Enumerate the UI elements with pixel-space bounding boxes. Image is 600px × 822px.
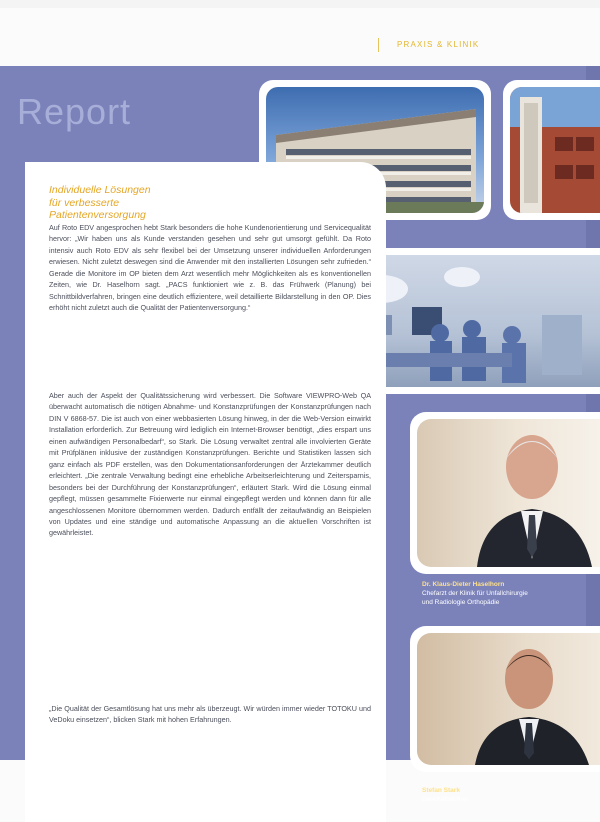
portrait-stark-frame	[410, 626, 600, 772]
portrait-stark-illustration	[417, 633, 600, 765]
sign-photo-frame	[503, 80, 600, 220]
portrait-haselhorn-illustration	[417, 419, 600, 567]
article-heading-line-2: für verbesserte	[49, 196, 120, 209]
portrait-haselhorn	[417, 419, 600, 567]
article-heading	[49, 184, 179, 222]
caption-role-stark: Geschäftsführer	[422, 796, 469, 803]
portrait-haselhorn-frame	[410, 412, 600, 574]
caption-role-haselhorn-line-1: Chefarzt der Klinik für Unfallchirurgie	[422, 590, 528, 597]
section-label: PRAXIS & KLINIK	[378, 38, 600, 52]
article-paragraph-1: Auf Roto EDV angesprochen hebt Stark besonders die hohe Kundenorientierung und Servicequalität hervor: „Wir haben uns als Kunde verstanden gesehen und sehr gut umsorgt gefühlt. Da Roto intensiv auch Roto EDV als sehr flexibel bei der Umsetzung unserer individuellen Anforderungen erwiesen. Nicht zuletzt deswegen sind die Anwender mit den installierten Lösungen sehr zufrieden.“ Gerade die Monitore im OP bieten dem Arzt wesentlich mehr Möglichkeiten als es konventionellen Zeiten, wie Dr. Haselhorn sagt. „PACS funktioniert wie z. B. das Frühwerk (Planung) bei Schnittbildverfahren, bringen eine deutlich effizientere, weil detaillierte Bildarstellung in den OP. Dies erhöht nicht zuletzt auch die Qualität der Patientenversorgung.“	[49, 223, 371, 313]
article-heading-line-1: Individuelle Lösungen	[49, 184, 151, 196]
report-title: Report	[17, 91, 132, 132]
article-paragraph-2: Aber auch der Aspekt der Qualitätssicherung wird verbessert. Die Software VIEWPRO-Web QA überwacht automatisch die nötigen Abnahme- und Konstanzprüfungen der Konstanzprüfungen nach DIN V 6868-57. Die ist auch von einer webbasierten Lösung hinweg, in der die Web-Version einwirkt Installation erforderlich. Zur Betreuung wird lediglich ein Internet-Browser benötigt, „dies erspart uns einen aufwändigen Personalbedarf“, so Stark. Die Lösung verwaltet zentral alle involvierten Geräte mit Prüfplänen inklusive der zuständigen Konstanzprüfungen. Berichte und Statistiken lassen sich ganz einfach als PDF erstellen, was den Dokumentationsanforderungen der Ärztekammer deutlich erleichtert. „Die zentrale Verwaltung bedingt eine erhebliche Arbeitserleichterung und Zeitersparnis, besonders bei der Durchführung der Konstanzprüfungen“, erläutert Stark. Wird die Lösung einmal gepflegt, müssen gesammelte Fixierwerte nur einmal eingepflegt werden und können dann für alle angeschlossenen Monitore übernommen werden. Dadurch entfällt der zeitaufwändig an Beispielen von Updates und eine ständige und automatische Anpassung an die aktuellen Vorschriften ist gewährleistet.	[49, 391, 371, 538]
sign-photo	[510, 87, 600, 213]
portrait-stark	[417, 633, 600, 765]
article-heading-line-3: Patientenversorgung	[49, 209, 146, 221]
caption-name-haselhorn: Dr. Klaus-Dieter Haselhorn	[422, 581, 505, 588]
article-paragraph-3: „Die Qualität der Gesamtlösung hat uns mehr als überzeugt. Wir würden immer wieder TOTOKU und VeDoku einsetzen“, blicken Stark mit hohen Erfahrungen.	[49, 704, 371, 725]
sign-illustration	[510, 87, 600, 213]
caption-role-haselhorn-line-2: und Radiologie Orthopädie	[422, 599, 500, 606]
caption-name-stark: Stefan Stark	[422, 787, 460, 794]
top-rule	[0, 0, 600, 8]
